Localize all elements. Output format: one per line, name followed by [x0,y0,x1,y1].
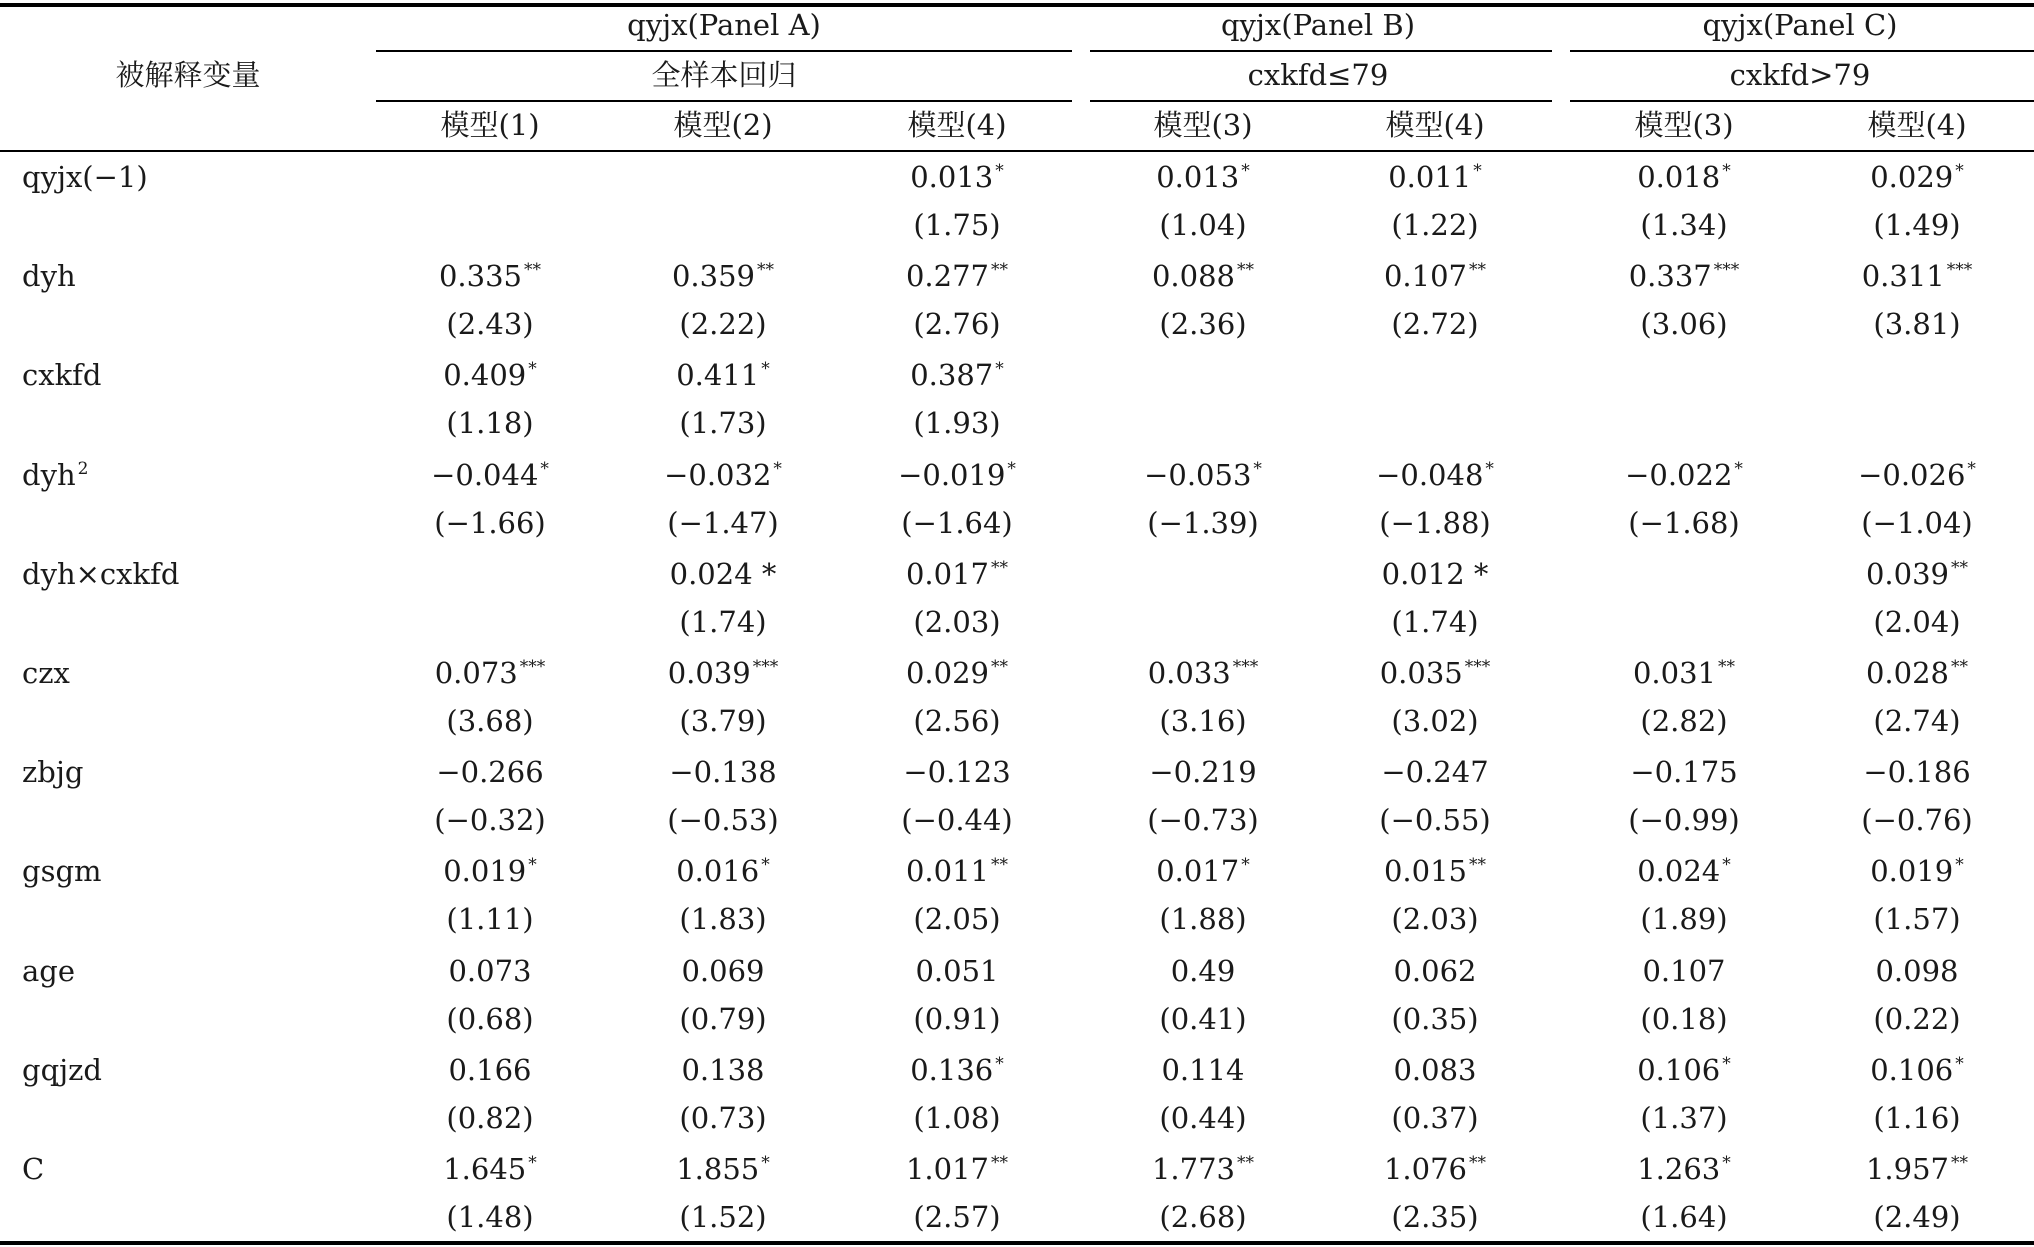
coefficient-value: 1.263 [1637,1152,1721,1186]
t-statistic-cell: (2.72) [1391,307,1479,342]
coefficient-value: −0.247 [1381,755,1489,790]
coefficient-cell [669,755,776,789]
coefficient-cell [448,1053,531,1087]
t-statistic-cell: (1.74) [679,604,767,639]
coefficient-value: 0.029 [905,656,990,690]
coefficient-value: 1.773 [1151,1152,1236,1186]
coefficient-value: 0.311 [1861,259,1945,294]
t-statistic-cell: (1.04) [1159,208,1247,242]
coefficient-value: 1.855 [676,1152,760,1186]
coefficient-value: 0.107 [1642,953,1726,988]
coefficient-cell [672,259,774,293]
coefficient-cell [1388,160,1482,194]
row-label-superscript: 2 [77,458,89,479]
coefficient-cell [436,755,543,789]
coefficient-value: 0.073 [448,953,532,988]
coefficient-cell [435,656,546,690]
row-label [22,557,179,591]
t-statistic-cell: (2.74) [1873,704,1961,738]
significance-stars: *** [1946,260,1973,281]
coefficient-value: −0.123 [903,755,1011,790]
coefficient-cell [1870,160,1964,194]
t-statistic-cell: (3.81) [1873,307,1961,342]
coefficient-cell [906,557,1008,591]
row-label [22,954,75,988]
coefficient-value: 0.035 [1379,656,1463,690]
coefficient-cell [1384,1152,1486,1186]
panel-b-subtitle: cxkfd≤79 [1247,58,1389,92]
coefficient-cell [910,358,1004,392]
significance-stars: * [1253,458,1262,479]
significance-stars: * [995,1053,1004,1074]
coefficient-value: 0.277 [905,259,990,294]
coefficient-cell [1870,854,1964,888]
significance-stars: ** [991,1153,1009,1173]
significance-stars: ** [991,260,1009,281]
t-statistic-cell: (0.18) [1640,1001,1728,1036]
t-statistic-cell: (3.02) [1391,704,1479,738]
significance-stars: * [1734,458,1743,479]
coefficient-value: 0.012 * [1381,556,1489,591]
coefficient-cell [1625,458,1743,492]
coefficient-value: 0.359 [671,259,756,294]
coefficient-cell [1637,854,1731,888]
panel-b-title: qyjx(Panel B) [1220,8,1416,42]
t-statistic-cell: (1.11) [446,902,534,937]
coefficient-cell [443,1152,537,1186]
coefficient-value: 0.069 [681,953,765,988]
coefficient-value: 0.013 [1156,160,1240,194]
t-statistic-cell: (−1.39) [1147,505,1259,540]
row-label [22,854,102,888]
coefficient-cell [906,1152,1008,1186]
coefficient-value: −0.022 [1625,457,1733,492]
coefficient-cell [681,954,764,988]
significance-stars: ** [991,657,1009,677]
coefficient-cell [1148,656,1259,690]
panel-b-sub-rule [1090,100,1552,102]
significance-stars: * [995,359,1004,380]
coefficient-value: 0.107 [1383,259,1468,294]
t-statistic-cell: (0.44) [1159,1100,1247,1135]
coefficient-value: 0.029 [1870,160,1954,194]
significance-stars: * [995,161,1004,181]
significance-stars: ** [524,260,542,281]
t-statistic-cell: (1.83) [679,902,767,937]
coefficient-value: 0.166 [448,1052,532,1087]
coefficient-value: −0.032 [664,457,772,492]
panel-a-title: qyjx(Panel A) [627,8,821,42]
model-header: 模型(3) [1634,108,1734,142]
coefficient-cell [1866,1152,1968,1186]
significance-stars: * [528,855,537,876]
t-statistic-cell: (0.68) [446,1001,534,1036]
coefficient-value: 0.136 [910,1052,994,1087]
coefficient-value: −0.044 [431,457,539,492]
coefficient-cell [906,656,1008,690]
coefficient-cell [1858,458,1976,492]
significance-stars: * [1722,161,1731,181]
t-statistic-cell: (2.68) [1159,1200,1247,1234]
t-statistic-cell: (−0.53) [667,803,779,838]
coefficient-cell [1862,259,1973,293]
coefficient-value: 0.017 [905,556,990,591]
panel-a-subtitle: 全样本回归 [651,58,797,92]
top-rule [0,3,2034,7]
panel-c-rule [1570,50,2034,52]
coefficient-cell [681,1053,764,1087]
significance-stars: ** [1237,1153,1255,1173]
significance-stars: *** [1464,657,1491,677]
coefficient-value: 0.039 [1865,556,1950,591]
coefficient-cell [1384,259,1486,293]
coefficient-value: 0.098 [1875,953,1959,988]
row-label-text: age [22,953,76,988]
coefficient-value: 0.051 [915,953,999,988]
t-statistic-cell: (1.88) [1159,902,1247,937]
t-statistic-cell: (−1.47) [667,505,779,540]
significance-stars: * [1485,458,1494,479]
t-statistic-cell: (2.04) [1873,604,1961,639]
coefficient-value: 0.033 [1147,656,1231,690]
coefficient-value: 1.017 [905,1152,990,1186]
coefficient-cell [1863,755,1970,789]
row-label [22,458,88,492]
row-label [22,160,148,194]
coefficient-cell [1152,1152,1254,1186]
coefficient-value: −0.186 [1863,755,1971,790]
coefficient-value: 0.011 [905,854,990,889]
t-statistic-cell: (−0.76) [1861,803,1973,838]
coefficient-cell [1380,656,1491,690]
coefficient-cell [1637,1053,1731,1087]
model-header: 模型(4) [907,108,1007,142]
coefficient-value: 0.017 [1156,854,1240,889]
significance-stars: ** [1237,260,1255,281]
significance-stars: ** [1951,557,1969,578]
coefficient-value: −0.053 [1144,457,1252,492]
row-label-text: cxkfd [22,358,102,393]
significance-stars: ** [757,260,775,281]
coefficient-cell [676,1152,770,1186]
coefficient-value: 0.335 [438,259,523,294]
coefficient-value: 1.076 [1383,1152,1468,1186]
significance-stars: * [540,458,549,479]
coefficient-cell [1144,458,1262,492]
coefficient-cell [1156,854,1250,888]
row-label-text: C [22,1152,45,1186]
coefficient-value: 0.073 [434,656,518,690]
coefficient-cell [1642,954,1725,988]
t-statistic-cell: (−0.44) [901,803,1013,838]
coefficient-value: −0.048 [1376,457,1484,492]
t-statistic-cell: (2.03) [1391,902,1479,937]
coefficient-cell [910,1053,1004,1087]
coefficient-value: 0.015 [1383,854,1468,889]
row-label-text: dyh [22,259,76,294]
t-statistic-cell: (1.18) [446,406,534,441]
t-statistic-cell: (1.08) [913,1100,1001,1135]
significance-stars: * [761,1153,770,1173]
t-statistic-cell: (1.57) [1873,902,1961,937]
t-statistic-cell: (1.49) [1873,208,1961,242]
t-statistic-cell: (1.22) [1391,208,1479,242]
t-statistic-cell: (0.37) [1391,1100,1479,1135]
significance-stars: * [1722,1053,1731,1074]
t-statistic-cell: (0.73) [679,1100,767,1135]
t-statistic-cell: (1.89) [1640,902,1728,937]
coefficient-value: 0.018 [1637,160,1721,194]
coefficient-cell [1629,259,1740,293]
coefficient-cell [670,557,777,591]
t-statistic-cell: (2.82) [1640,704,1728,738]
significance-stars: * [1241,161,1250,181]
significance-stars: * [1007,458,1016,479]
model-header: 模型(4) [1867,108,1967,142]
t-statistic-cell: (1.48) [446,1200,534,1234]
row-label [22,755,83,789]
coefficient-cell [431,458,549,492]
row-label-text: gqjzd [22,1052,102,1087]
coefficient-cell [1866,557,1968,591]
coefficient-cell [439,259,541,293]
t-statistic-cell: (−1.04) [1861,505,1973,540]
row-label [22,1053,102,1087]
stub-header: 被解释变量 [115,58,261,92]
coefficient-value: −0.026 [1858,457,1966,492]
coefficient-cell [676,854,770,888]
t-statistic-cell: (0.82) [446,1100,534,1135]
coefficient-cell [1393,1053,1476,1087]
coefficient-value: 0.106 [1870,1052,1954,1087]
coefficient-value: 0.387 [910,358,994,393]
coefficient-value: 0.039 [667,656,751,690]
t-statistic-cell: (2.22) [679,307,767,342]
significance-stars: *** [1713,260,1740,281]
coefficient-value: 0.024 * [669,556,777,591]
t-statistic-cell: (2.57) [913,1200,1001,1234]
coefficient-value: 1.957 [1865,1152,1950,1186]
t-statistic-cell: (0.79) [679,1001,767,1036]
coefficient-value: −0.138 [669,755,777,790]
t-statistic-cell: (2.05) [913,902,1001,937]
model-header: 模型(1) [440,108,540,142]
coefficient-value: 1.645 [443,1152,527,1186]
t-statistic-cell: (−0.32) [434,803,546,838]
coefficient-cell [1156,160,1250,194]
coefficient-cell [1393,954,1476,988]
coefficient-cell [910,160,1004,194]
coefficient-cell [664,458,782,492]
coefficient-cell [1382,557,1489,591]
significance-stars: * [1722,855,1731,876]
coefficient-cell [1633,656,1735,690]
significance-stars: ** [1718,657,1736,677]
coefficient-value: 0.409 [443,358,527,393]
t-statistic-cell: (3.06) [1640,307,1728,342]
coefficient-cell [443,358,537,392]
t-statistic-cell: (1.93) [913,406,1001,441]
row-label-text: gsgm [22,854,102,889]
t-statistic-cell: (0.41) [1159,1001,1247,1036]
panel-c-sub-rule [1570,100,2034,102]
coefficient-cell [903,755,1010,789]
coefficient-value: 0.019 [1870,854,1954,889]
coefficient-cell [668,656,779,690]
t-statistic-cell: (1.75) [913,208,1001,242]
row-label-text: dyh×cxkfd [22,556,180,591]
significance-stars: ** [1469,855,1487,876]
coefficient-cell [1875,954,1958,988]
t-statistic-cell: (−0.73) [1147,803,1259,838]
t-statistic-cell: (0.35) [1391,1001,1479,1036]
model-header: 模型(4) [1385,108,1485,142]
row-label-text: zbjg [22,755,84,790]
panel-a-rule [376,50,1072,52]
coefficient-cell [1152,259,1254,293]
coefficient-cell [676,358,770,392]
coefficient-cell [1149,755,1256,789]
coefficient-cell [1630,755,1737,789]
t-statistic-cell: (2.76) [913,307,1001,342]
t-statistic-cell: (−1.66) [434,505,546,540]
significance-stars: *** [519,657,546,677]
row-label [22,1152,44,1186]
coefficient-cell [448,954,531,988]
t-statistic-cell: (2.49) [1873,1200,1961,1234]
row-label-text: czx [22,656,70,690]
model-header: 模型(3) [1153,108,1253,142]
coefficient-cell [1381,755,1488,789]
t-statistic-cell: (3.68) [446,704,534,738]
coefficient-cell [1870,1053,1964,1087]
coefficient-cell [1376,458,1494,492]
t-statistic-cell: (3.79) [679,704,767,738]
coefficient-value: 0.106 [1637,1052,1721,1087]
t-statistic-cell: (1.37) [1640,1100,1728,1135]
significance-stars: * [1955,1053,1964,1074]
coefficient-cell [906,854,1008,888]
significance-stars: * [773,458,782,479]
t-statistic-cell: (2.36) [1159,307,1247,342]
t-statistic-cell: (0.91) [913,1001,1001,1036]
significance-stars: * [761,855,770,876]
coefficient-cell [1171,954,1236,988]
significance-stars: * [1955,855,1964,876]
row-label [22,259,76,293]
coefficient-value: 0.083 [1393,1052,1477,1087]
coefficient-cell [906,259,1008,293]
panel-c-subtitle: cxkfd>79 [1729,58,1871,92]
t-statistic-cell: (−1.88) [1379,505,1491,540]
t-statistic-cell: (1.74) [1391,604,1479,639]
t-statistic-cell: (−1.68) [1628,505,1740,540]
t-statistic-cell: (2.03) [913,604,1001,639]
coefficient-cell [443,854,537,888]
t-statistic-cell: (−0.55) [1379,803,1491,838]
t-statistic-cell: (1.34) [1640,208,1728,242]
coefficient-value: 0.337 [1628,259,1712,294]
coefficient-value: −0.266 [436,755,544,790]
coefficient-value: 0.013 [910,160,994,194]
significance-stars: * [1722,1153,1731,1173]
coefficient-cell [1637,1152,1731,1186]
row-label [22,656,70,690]
coefficient-cell [1161,1053,1244,1087]
t-statistic-cell: (−1.64) [901,505,1013,540]
row-label [22,358,101,392]
t-statistic-cell: (1.64) [1640,1200,1728,1234]
significance-stars: * [528,359,537,380]
significance-stars: ** [1951,657,1969,677]
coefficient-cell [898,458,1016,492]
t-statistic-cell: (1.16) [1873,1100,1961,1135]
significance-stars: *** [752,657,779,677]
row-label-text: qyjx(−1) [22,160,148,194]
bottom-rule [0,1241,2034,1245]
coefficient-cell [915,954,998,988]
significance-stars: ** [1469,260,1487,281]
t-statistic-cell: (0.22) [1873,1001,1961,1036]
row-label-text: dyh [22,457,76,492]
t-statistic-cell: (2.35) [1391,1200,1479,1234]
header-rule [0,150,2034,152]
significance-stars: ** [1951,1153,1969,1173]
panel-c-title: qyjx(Panel C) [1702,8,1898,42]
coefficient-value: −0.019 [898,457,1006,492]
significance-stars: *** [1232,657,1259,677]
coefficient-value: 0.028 [1865,656,1950,690]
panel-b-rule [1090,50,1552,52]
coefficient-value: 0.411 [676,358,760,393]
significance-stars: ** [991,855,1009,876]
coefficient-value: 0.088 [1151,259,1236,294]
significance-stars: * [1955,161,1964,181]
coefficient-cell [1637,160,1731,194]
coefficient-value: 0.019 [443,854,527,889]
t-statistic-cell: (1.73) [679,406,767,441]
coefficient-cell [1866,656,1968,690]
coefficient-value: 0.49 [1170,953,1236,988]
coefficient-cell [1384,854,1486,888]
panel-a-sub-rule [376,100,1072,102]
t-statistic-cell: (2.43) [446,307,534,342]
coefficient-value: 0.011 [1388,160,1472,194]
coefficient-value: 0.024 [1637,854,1721,889]
significance-stars: ** [991,557,1009,578]
coefficient-value: 0.138 [681,1052,765,1087]
t-statistic-cell: (2.56) [913,704,1001,738]
t-statistic-cell: (1.52) [679,1200,767,1234]
coefficient-value: −0.219 [1149,755,1257,790]
significance-stars: * [1967,458,1976,479]
significance-stars: * [1473,161,1482,181]
significance-stars: ** [1469,1153,1487,1173]
significance-stars: * [761,359,770,380]
coefficient-value: 0.016 [676,854,760,889]
model-header: 模型(2) [673,108,773,142]
coefficient-value: 0.114 [1161,1052,1245,1087]
significance-stars: * [1241,855,1250,876]
significance-stars: * [528,1153,537,1173]
coefficient-value: −0.175 [1630,755,1738,790]
coefficient-value: 0.031 [1632,656,1717,690]
coefficient-value: 0.062 [1393,953,1477,988]
t-statistic-cell: (−0.99) [1628,803,1740,838]
t-statistic-cell: (3.16) [1159,704,1247,738]
